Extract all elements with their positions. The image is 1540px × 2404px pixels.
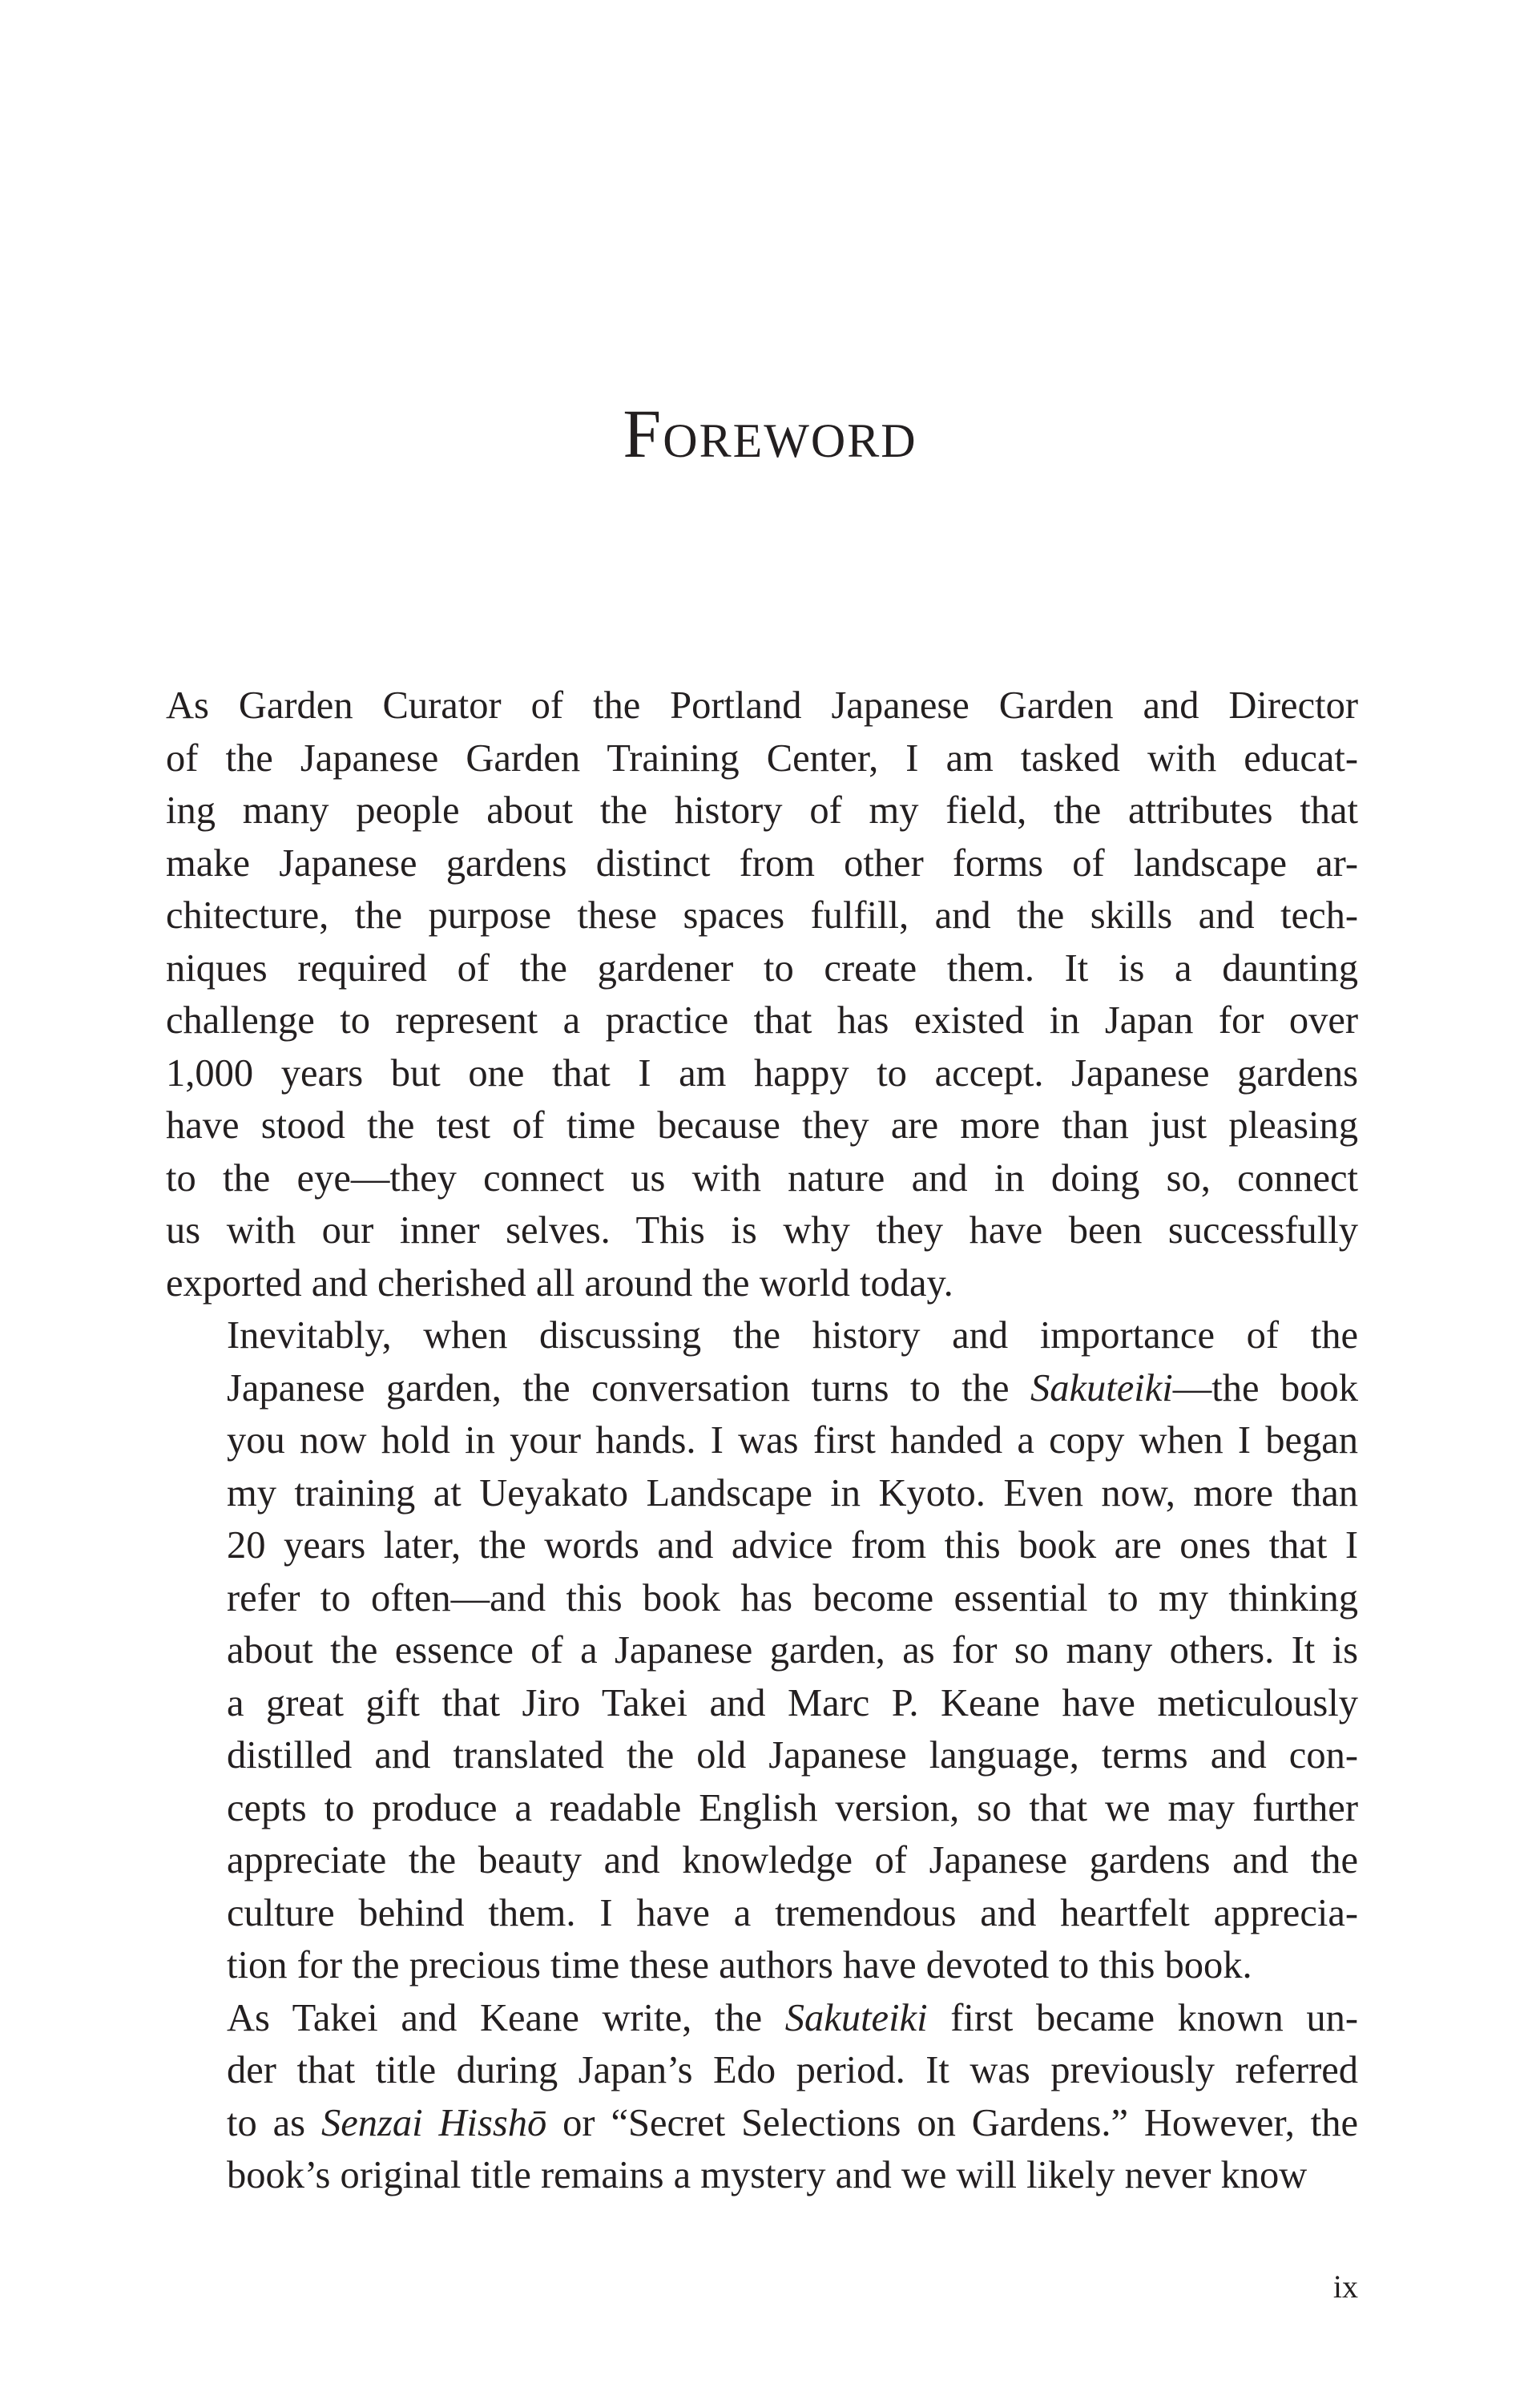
text-line: of the Japanese Garden Training Center, I am tasked with educat-: [166, 736, 1358, 780]
text-run: —the book: [1172, 1366, 1358, 1410]
text-line: ing many people about the history of my field, the attributes that: [166, 789, 1358, 832]
body-text: [166, 680, 1358, 2202]
text-line: [166, 1362, 1358, 1415]
chapter-title: Foreword: [623, 395, 917, 472]
text-line: exported and cherished all around the world today.: [166, 1261, 953, 1305]
text-line: niques required of the gardener to create them. It is a daunting: [166, 946, 1358, 990]
text-line: [166, 1992, 1358, 2045]
text-line: challenge to represent a practice that has existed in Japan for over: [166, 999, 1358, 1042]
text-line: Inevitably, when discussing the history and importance of the: [227, 1314, 1358, 1357]
text-line: us with our inner selves. This is why they have been successfully: [166, 1209, 1358, 1252]
text-line: a great gift that Jiro Takei and Marc P. Keane have meticulously: [227, 1681, 1358, 1724]
text-line: appreciate the beauty and knowledge of Japanese gardens and the: [227, 1839, 1358, 1882]
text-run: Japanese garden, the conversation turns to the: [227, 1366, 1030, 1410]
text-line: to the eye—they connect us with nature and in doing so, connect: [166, 1156, 1358, 1200]
text-line: you now hold in your hands. I was first handed a copy when I began: [227, 1419, 1358, 1462]
text-line: distilled and translated the old Japanese language, terms and con-: [227, 1734, 1358, 1777]
paragraph: [166, 680, 1358, 1309]
italic-title: Sakuteiki: [784, 1996, 928, 2039]
text-run: or “Secret Selections on Gardens.” However, the: [546, 2101, 1359, 2144]
text-line: 20 years later, the words and advice from this book are ones that I: [227, 1524, 1358, 1567]
text-line: refer to often—and this book has become essential to my thinking: [227, 1576, 1358, 1619]
text-line: make Japanese gardens distinct from other forms of landscape ar-: [166, 841, 1358, 885]
text-line: As Garden Curator of the Portland Japanese Garden and Director: [166, 684, 1358, 727]
text-line: my training at Ueyakato Landscape in Kyoto. Even now, more than: [227, 1471, 1358, 1515]
paragraph: [166, 1992, 1358, 2202]
text-line: 1,000 years but one that I am happy to accept. Japanese gardens: [166, 1051, 1358, 1095]
paragraph: [166, 1309, 1358, 1992]
text-line: chitecture, the purpose these spaces fulfill, and the skills and tech-: [166, 894, 1358, 937]
text-line: tion for the precious time these authors have devoted to this book.: [227, 1944, 1252, 1987]
text-line: book’s original title remains a mystery and we will likely never know: [227, 2154, 1308, 2196]
text-line: have stood the test of time because they are more than just pleasing: [166, 1104, 1358, 1147]
italic-title: Sakuteiki: [1030, 1366, 1173, 1410]
italic-title: Senzai Hisshō: [320, 2101, 547, 2144]
text-line: cepts to produce a readable English version, so that we may further: [227, 1786, 1358, 1829]
text-run: first became known un-: [927, 1996, 1359, 2039]
text-line: der that title during Japan’s Edo period. It was previously referred: [227, 2049, 1358, 2091]
page-number: ix: [1332, 2269, 1358, 2305]
text-line: culture behind them. I have a tremendous and heartfelt apprecia-: [227, 1891, 1358, 1934]
text-run: to as: [227, 2101, 321, 2144]
text-line: about the essence of a Japanese garden, as for so many others. It is: [227, 1629, 1358, 1672]
text-run: As Takei and Keane write, the: [227, 1996, 785, 2039]
text-line: [166, 2097, 1358, 2150]
